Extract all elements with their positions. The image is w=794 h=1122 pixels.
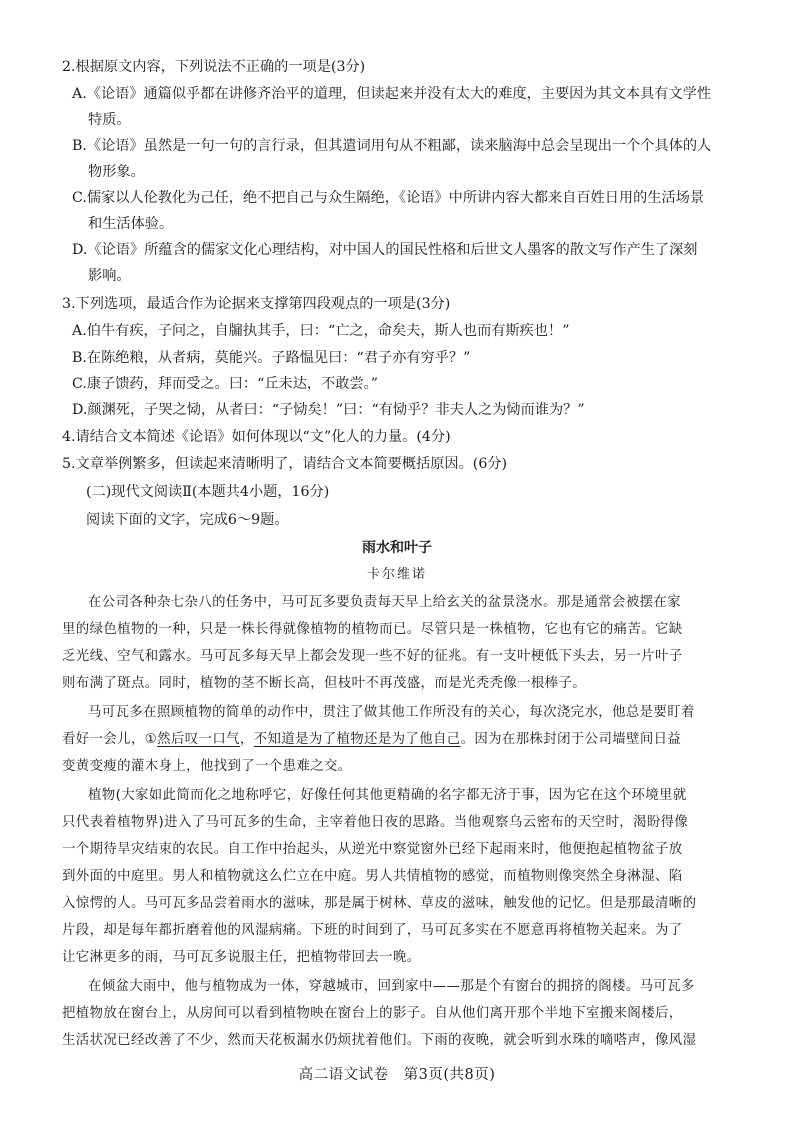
text-segment: 。因为在那株封闭于公司墙壁间日益 (460, 732, 682, 747)
story-author: 卡尔维诺 (366, 567, 427, 582)
text-line: 到外面的中庭里。男人和植物就这么伫立在中庭。男人共情植物的感觉，而植物则像突然全身淋湿、陷 (62, 869, 683, 884)
text-line: 则布满了斑点。同时，植物的茎不断长高，但枝叶不再茂盛，而是光秃秃像一根棒子。 (62, 676, 587, 691)
text-line: 里的绿色植物的一种，只是一株长得就像植物的植物而已。尽管只是一株植物，它也有它的痛苦。它缺 (62, 622, 683, 637)
q2-stem: 2.根据原文内容，下列说法不正确的一项是(3分) (62, 59, 366, 75)
question-4: 4.请结合文本简述《论语》如何体现以“文”化人的力量。(4分) (62, 429, 451, 445)
q2-option-d-cont: 影响。 (88, 268, 131, 284)
text-segment: 看好一会儿， (62, 732, 145, 747)
q3-option-a: A.伯牛有疾，子问之，自牖执其手，曰：“亡之，命矣夫，斯人也而有斯疾也！” (72, 323, 570, 339)
q2-option-c: C.儒家以人伦教化为己任，绝不把自己与众生隔绝，《论语》中所讲内容大都来自百姓日用的生活场景 (72, 190, 705, 206)
underlined-phrase-2: 不知道是为了植物还是为了他自己 (253, 732, 461, 747)
underlined-phrase-1: 然后叹一口气 (157, 732, 240, 747)
text-line: 一个期待旱灾结束的农民。自工作中抬起头，从逆光中察觉窗外已经下起雨来时，他便抱起植物盆子放 (62, 842, 683, 857)
q3-option-b: B.在陈绝粮，从者病，莫能兴。子路愠见曰：“君子亦有穷乎？” (72, 350, 471, 366)
text-line-marked (62, 729, 754, 751)
marker-1: ① (144, 732, 158, 747)
q2-option-a-cont: 特质。 (88, 112, 131, 128)
reading-instruction: 阅读下面的文字，完成6～9题。 (86, 512, 289, 528)
text-segment: ， (239, 732, 254, 747)
q2-option-d: D.《论语》所蕴含的儒家文化心理结构，对中国人的国民性格和后世文人墨客的散文写作产生了深刻 (72, 242, 698, 258)
text-line: 生活状况已经改善了不少，然而天花板漏水仍烦扰着他们。下雨的夜晚，就会听到水珠的嘀嗒声，像风湿 (62, 1033, 697, 1048)
q3-stem: 3.下列选项，最适合作为论据来支撑第四段观点的一项是(3分) (62, 296, 451, 312)
text-line: 把植物放在窗台上，从房间可以看到植物映在窗台上的影子。自从他们离开那个半地下室搬来阁楼后， (62, 1006, 683, 1021)
text-line: 乏光线、空气和露水。马可瓦多每天早上都会发现一些不好的征兆。有一支叶梗低下头去，另一片叶子 (62, 649, 683, 664)
text-line: 马可瓦多在照顾植物的简单的动作中，贯注了做其他工作所没有的关心，每次浇完水，他总是要盯着 (88, 705, 695, 720)
q3-option-c: C.康子馈药，拜而受之。曰：“丘未达，不敢尝。” (72, 376, 379, 392)
q2-option-b-cont: 物形象。 (88, 164, 145, 180)
section-heading: (二)现代文阅读Ⅱ(本题共4小题，16分) (86, 484, 330, 500)
story-title: 雨水和叶子 (362, 540, 432, 556)
q2-option-a: A.《论语》通篇似乎都在讲修齐治平的道理，但读起来并没有太大的难度，主要因为其文本具有文学性 (72, 86, 712, 102)
text-line: 只代表着植物界)进入了马可瓦多的生命，主宰着他日夜的思路。当他观察乌云密布的天空时，渴盼得像 (62, 815, 689, 830)
page-footer: 高二语文试卷 第3页(共8页) (298, 1067, 496, 1083)
text-line: 变黄变瘦的灌木身上，他找到了一个患难之交。 (62, 759, 352, 774)
q3-option-d: D.颜渊死，子哭之恸，从者曰：“子恸矣！”曰：“有恸乎？非夫人之为恸而谁为？” (72, 402, 585, 418)
text-line: 在倾盆大雨中，他与植物成为一体，穿越城市，回到家中——那是个有窗台的拥挤的阁楼。马可瓦多 (88, 979, 695, 994)
text-line: 植物(大家如此简而化之地称呼它，好像任何其他更精确的名字都无济于事，因为它在这个环境里就 (88, 788, 687, 803)
q2-option-c-cont: 和生活体验。 (88, 216, 174, 232)
text-line: 入惊愕的人。马可瓦多品尝着雨水的滋味，那是属于树林、草皮的滋味，触发他的记忆。但是那最清晰的 (62, 896, 697, 911)
text-line: 片段，却是每年都折磨着他的风湿病痛。下班的时间到了，马可瓦多实在不愿意再将植物关起来。为了 (62, 923, 683, 938)
text-line: 让它淋更多的雨，马可瓦多说服主任，把植物带回去一晚。 (62, 950, 421, 965)
q2-option-b: B.《论语》虽然是一句一句的言行录，但其遣词用句从不粗鄙，读来脑海中总会呈现出一个个具体的人 (72, 138, 712, 154)
question-5: 5.文章举例繁多，但读起来清晰明了，请结合文本简要概括原因。(6分) (62, 456, 508, 472)
text-line: 在公司各种杂七杂八的任务中，马可瓦多要负责每天早上给玄关的盆景浇水。那是通常会被摆在家 (88, 595, 681, 610)
